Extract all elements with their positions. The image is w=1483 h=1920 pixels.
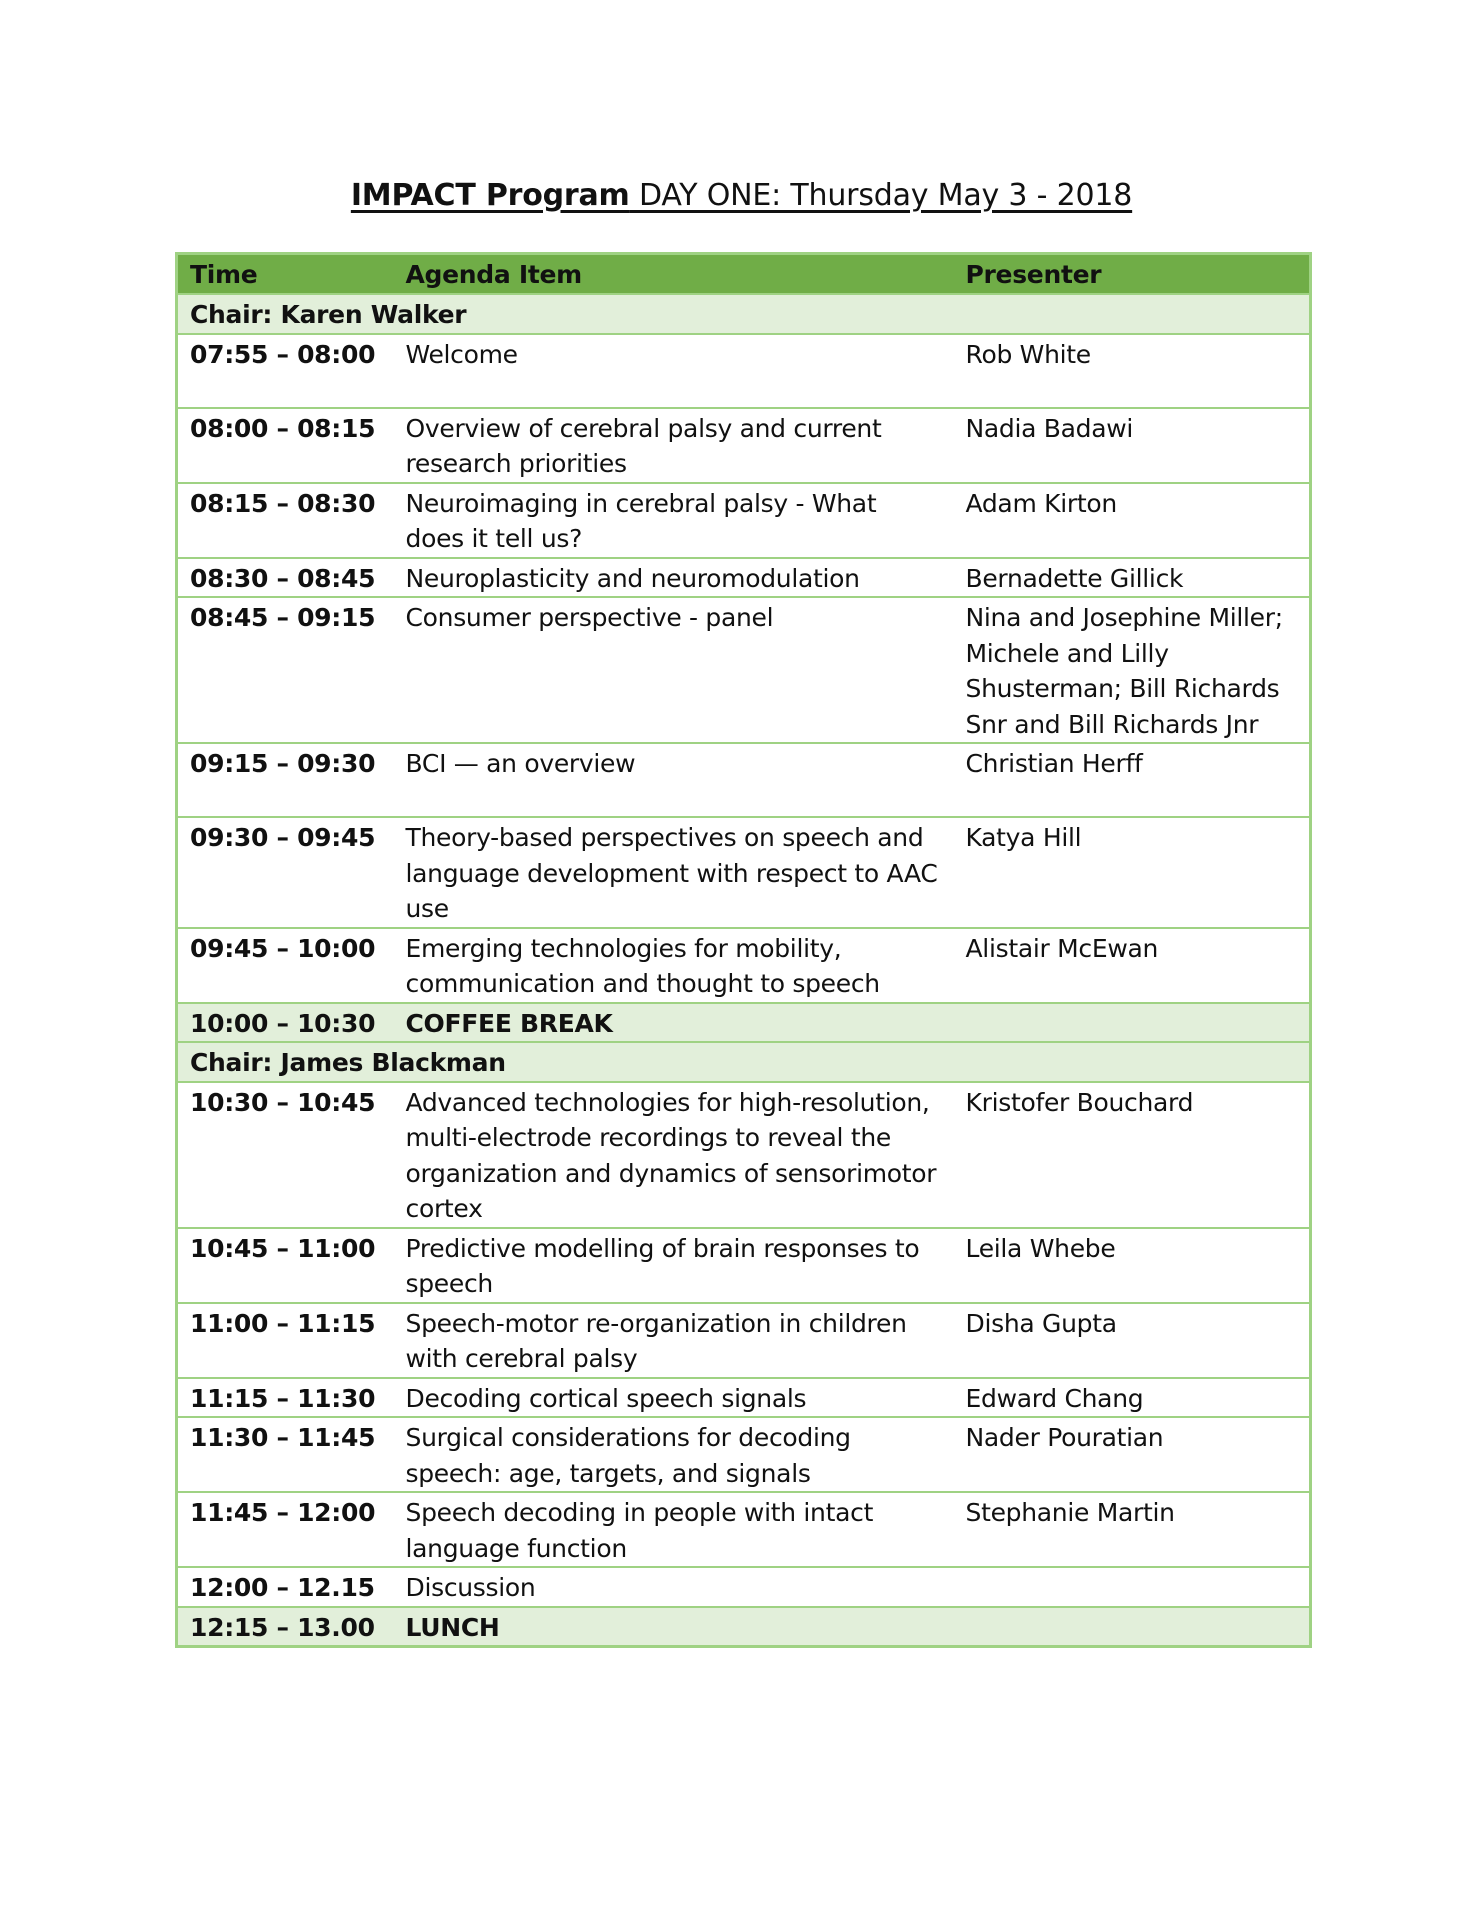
presenter-cell: Nadia Badawi xyxy=(954,408,1311,483)
chair-row xyxy=(177,294,1311,334)
table-row xyxy=(177,558,1311,598)
table-header-row xyxy=(177,254,1311,295)
presenter-cell: Leila Whebe xyxy=(954,1228,1311,1303)
lunch-label: LUNCH xyxy=(394,1607,1311,1647)
presenter-cell: Disha Gupta xyxy=(954,1303,1311,1378)
presenter-cell: Christian Herff xyxy=(954,743,1311,817)
agenda-item-cell: Theory-based perspectives on speech and language development with respect to AAC use xyxy=(394,817,954,928)
time-cell: 11:00 – 11:15 xyxy=(177,1303,394,1378)
header-agenda-item: Agenda Item xyxy=(394,254,954,295)
agenda-table xyxy=(175,252,1312,1648)
lunch-row xyxy=(177,1607,1311,1647)
presenter-cell: Kristofer Bouchard xyxy=(954,1082,1311,1228)
page-title xyxy=(0,176,1483,216)
chair-label: Chair: James Blackman xyxy=(177,1042,1311,1082)
time-cell: 07:55 – 08:00 xyxy=(177,334,394,408)
presenter-cell: Bernadette Gillick xyxy=(954,558,1311,598)
time-cell: 08:30 – 08:45 xyxy=(177,558,394,598)
agenda-item-cell: Predictive modelling of brain responses to speech xyxy=(394,1228,954,1303)
presenter-cell: Edward Chang xyxy=(954,1378,1311,1418)
time-cell: 11:30 – 11:45 xyxy=(177,1417,394,1492)
time-cell: 11:45 – 12:00 xyxy=(177,1492,394,1567)
time-cell: 12:00 – 12.15 xyxy=(177,1567,394,1607)
chair-row xyxy=(177,1042,1311,1082)
time-cell: 12:15 – 13.00 xyxy=(177,1607,394,1647)
time-cell: 09:15 – 09:30 xyxy=(177,743,394,817)
table-row xyxy=(177,1303,1311,1378)
time-cell: 08:45 – 09:15 xyxy=(177,597,394,743)
time-cell: 11:15 – 11:30 xyxy=(177,1378,394,1418)
presenter-cell xyxy=(954,1567,1311,1607)
header-time: Time xyxy=(177,254,394,295)
agenda-item-cell: BCI — an overview xyxy=(394,743,954,817)
agenda-item-cell: Welcome xyxy=(394,334,954,408)
table-row xyxy=(177,334,1311,408)
table-row xyxy=(177,408,1311,483)
agenda-item-cell: Surgical considerations for decoding speech: age, targets, and signals xyxy=(394,1417,954,1492)
chair-label: Chair: Karen Walker xyxy=(177,294,1311,334)
table-row xyxy=(177,1492,1311,1567)
day-heading: DAY ONE: Thursday May 3 - 2018 xyxy=(629,178,1133,213)
table-row xyxy=(177,817,1311,928)
coffee-break-row xyxy=(177,1003,1311,1043)
table-row xyxy=(177,1082,1311,1228)
table-row xyxy=(177,1228,1311,1303)
table-row xyxy=(177,743,1311,817)
agenda-item-cell: Speech decoding in people with intact language function xyxy=(394,1492,954,1567)
agenda-item-cell: Decoding cortical speech signals xyxy=(394,1378,954,1418)
time-cell: 10:00 – 10:30 xyxy=(177,1003,394,1043)
coffee-break-label: COFFEE BREAK xyxy=(394,1003,1311,1043)
time-cell: 08:00 – 08:15 xyxy=(177,408,394,483)
program-name: IMPACT Program xyxy=(350,178,630,213)
time-cell: 10:30 – 10:45 xyxy=(177,1082,394,1228)
table-row xyxy=(177,1378,1311,1418)
presenter-cell: Katya Hill xyxy=(954,817,1311,928)
presenter-cell: Adam Kirton xyxy=(954,483,1311,558)
time-cell: 09:30 – 09:45 xyxy=(177,817,394,928)
presenter-cell: Rob White xyxy=(954,334,1311,408)
table-row xyxy=(177,1567,1311,1607)
table-row xyxy=(177,597,1311,743)
header-presenter: Presenter xyxy=(954,254,1311,295)
presenter-cell: Alistair McEwan xyxy=(954,928,1311,1003)
table-row xyxy=(177,928,1311,1003)
agenda-item-cell: Speech-motor re-organization in children with cerebral palsy xyxy=(394,1303,954,1378)
agenda-item-cell: Neuroplasticity and neuromodulation xyxy=(394,558,954,598)
time-cell: 09:45 – 10:00 xyxy=(177,928,394,1003)
agenda-item-cell: Advanced technologies for high-resolution, multi-electrode recordings to reveal the organization and dynamics of sensorimotor cortex xyxy=(394,1082,954,1228)
time-cell: 10:45 – 11:00 xyxy=(177,1228,394,1303)
table-row xyxy=(177,483,1311,558)
agenda-item-cell: Overview of cerebral palsy and current research priorities xyxy=(394,408,954,483)
presenter-cell: Nader Pouratian xyxy=(954,1417,1311,1492)
agenda-item-cell: Consumer perspective - panel xyxy=(394,597,954,743)
table-row xyxy=(177,1417,1311,1492)
presenter-cell: Nina and Josephine Miller; Michele and Lilly Shusterman; Bill Richards Snr and Bill Richards Jnr xyxy=(954,597,1311,743)
agenda-item-cell: Neuroimaging in cerebral palsy - What does it tell us? xyxy=(394,483,954,558)
agenda-item-cell: Discussion xyxy=(394,1567,954,1607)
agenda-item-cell: Emerging technologies for mobility, communication and thought to speech xyxy=(394,928,954,1003)
time-cell: 08:15 – 08:30 xyxy=(177,483,394,558)
presenter-cell: Stephanie Martin xyxy=(954,1492,1311,1567)
